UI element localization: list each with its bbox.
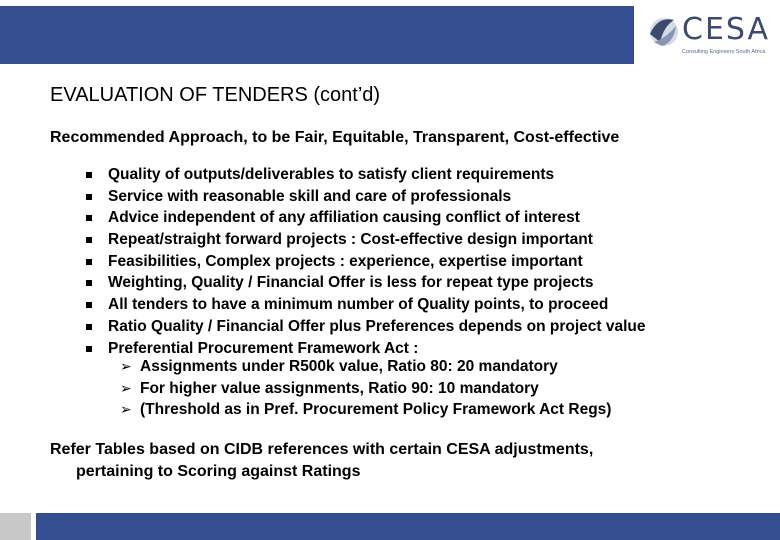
sub-bullet-list <box>120 356 611 421</box>
list-item-text: Quality of outputs/deliverables to satisfy client requirements <box>108 166 555 183</box>
logo-wordmark: CESA <box>682 12 771 47</box>
arrow-bullet-icon: ➢ <box>120 379 132 396</box>
square-bullet-icon <box>86 302 92 308</box>
list-item-text: Feasibilities, Complex projects : experience, expertise important <box>108 252 583 270</box>
square-bullet-icon <box>86 215 92 221</box>
page-title: EVALUATION OF TENDERS (cont’d) <box>50 84 381 106</box>
sub-list-item-text: For higher value assignments, Ratio 90: 10 mandatory <box>140 379 539 397</box>
list-item <box>86 272 645 294</box>
list-item <box>86 316 645 338</box>
list-item <box>86 207 645 229</box>
list-item <box>86 251 645 273</box>
bullet-list <box>86 164 645 359</box>
arrow-bullet-icon: ➢ <box>120 358 132 374</box>
logo-tagline: Consulting Engineers South Africa <box>682 49 766 55</box>
list-item-text: All tenders to have a minimum number of Quality points, to proceed <box>108 296 609 314</box>
sub-list-item-text: Assignments under R500k value, Ratio 80: 20 mandatory <box>140 358 558 375</box>
list-item-text: Advice independent of any affiliation causing conflict of interest <box>108 209 580 227</box>
list-item <box>86 294 645 316</box>
footer-gray-block <box>0 513 31 540</box>
sub-list-item-text: (Threshold as in Pref. Procurement Policy Framework Act Regs) <box>140 401 612 419</box>
square-bullet-icon <box>86 237 92 243</box>
page-subtitle: Recommended Approach, to be Fair, Equitable, Transparent, Cost-effective <box>50 129 620 146</box>
list-item-text: Weighting, Quality / Financial Offer is less for repeat type projects <box>108 274 594 292</box>
list-item-text: Preferential Procurement Framework Act : <box>108 339 419 357</box>
cesa-logo <box>640 6 776 64</box>
arrow-bullet-icon: ➢ <box>120 401 132 418</box>
list-item-text: Repeat/straight forward projects : Cost-effective design important <box>108 231 593 249</box>
sub-list-item <box>120 399 611 421</box>
square-bullet-icon <box>86 324 92 330</box>
square-bullet-icon <box>86 194 92 200</box>
footer-note <box>50 439 593 483</box>
list-item <box>86 186 645 208</box>
list-item-text: Ratio Quality / Financial Offer plus Preferences depends on project value <box>108 317 646 335</box>
list-item-text: Service with reasonable skill and care of professionals <box>108 187 512 205</box>
cesa-globe-icon <box>644 12 680 52</box>
header-band <box>0 6 634 64</box>
square-bullet-icon <box>86 259 92 265</box>
list-item <box>86 229 645 251</box>
footer-note-line-1: Refer Tables based on CIDB references with certain CESA adjustments, <box>50 441 594 458</box>
footer-band <box>36 513 780 540</box>
sub-list-item <box>120 378 611 400</box>
square-bullet-icon <box>86 280 92 286</box>
list-item <box>86 164 645 186</box>
footer-note-line-2: pertaining to Scoring against Ratings <box>76 463 361 480</box>
sub-list-item <box>120 356 611 378</box>
square-bullet-icon <box>86 172 92 178</box>
square-bullet-icon <box>86 346 92 352</box>
